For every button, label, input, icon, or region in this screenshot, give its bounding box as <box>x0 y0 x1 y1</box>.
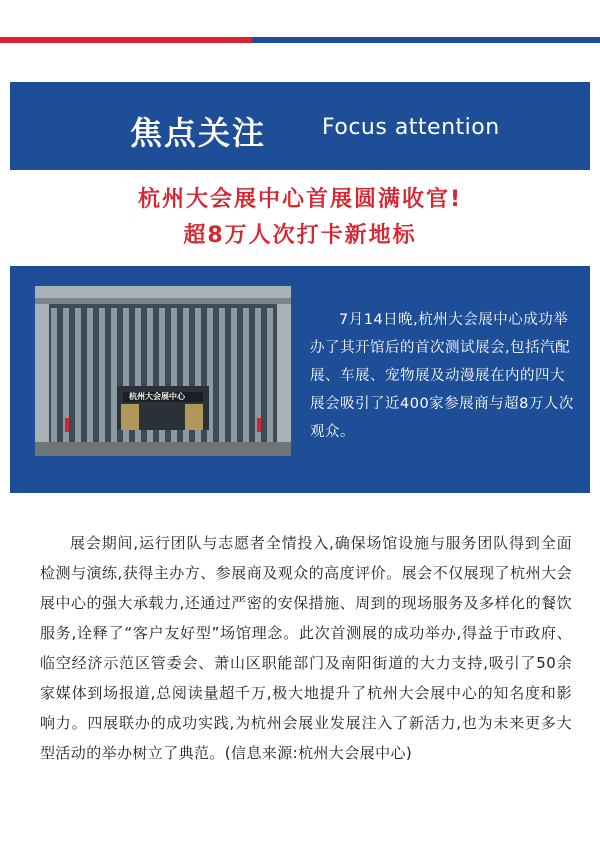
headline-line-2: 超8万人次打卡新地标 <box>183 223 417 248</box>
top-rule-red <box>0 37 252 43</box>
section-title-en: Focus attention <box>322 115 500 140</box>
feature-paragraph: 7月14日晚,杭州大会展中心成功举办了其开馆后的首次测试展会,包括汽配展、车展、宠物展及动漫展在内的四大展会吸引了近400家参展商与超8万人次观众。 <box>310 312 574 440</box>
top-rule-blue <box>252 37 600 43</box>
feature-block <box>10 266 590 493</box>
body-paragraph: 展会期间,运行团队与志愿者全情投入,确保场馆设施与服务团队得到全面检测与演练,获得主办方、参展商及观众的高度评价。展会不仅展现了杭州大会展中心的强大承载力,还通过严密的安保措施、周到的现场服务及多样化的餐饮服务,诠释了“客户友好型”场馆理念。此次首测展的成功举办,得益于市政府、临空经济示范区管委会、萧山区职能部门及南阳街道的大力支持,吸引了50余家媒体到场报道,总阅读量超千万,极大地提升了杭州大会展中心的知名度和影响力。四展联办的成功实践,为杭州会展业发展注入了新活力,也为未来更多大型活动的举办树立了典范。(信息来源:杭州大会展中心) <box>40 534 572 762</box>
article-body <box>40 528 572 768</box>
feature-summary <box>310 306 575 446</box>
headline-line-1: 杭州大会展中心首展圆满收官! <box>137 187 463 212</box>
section-title-cn: 焦点关注 <box>130 114 267 152</box>
exhibition-center-photo <box>35 286 291 456</box>
photo-sign-text: 杭州大会展中心 <box>129 392 185 401</box>
top-color-rule <box>0 37 600 43</box>
section-banner <box>10 82 590 170</box>
